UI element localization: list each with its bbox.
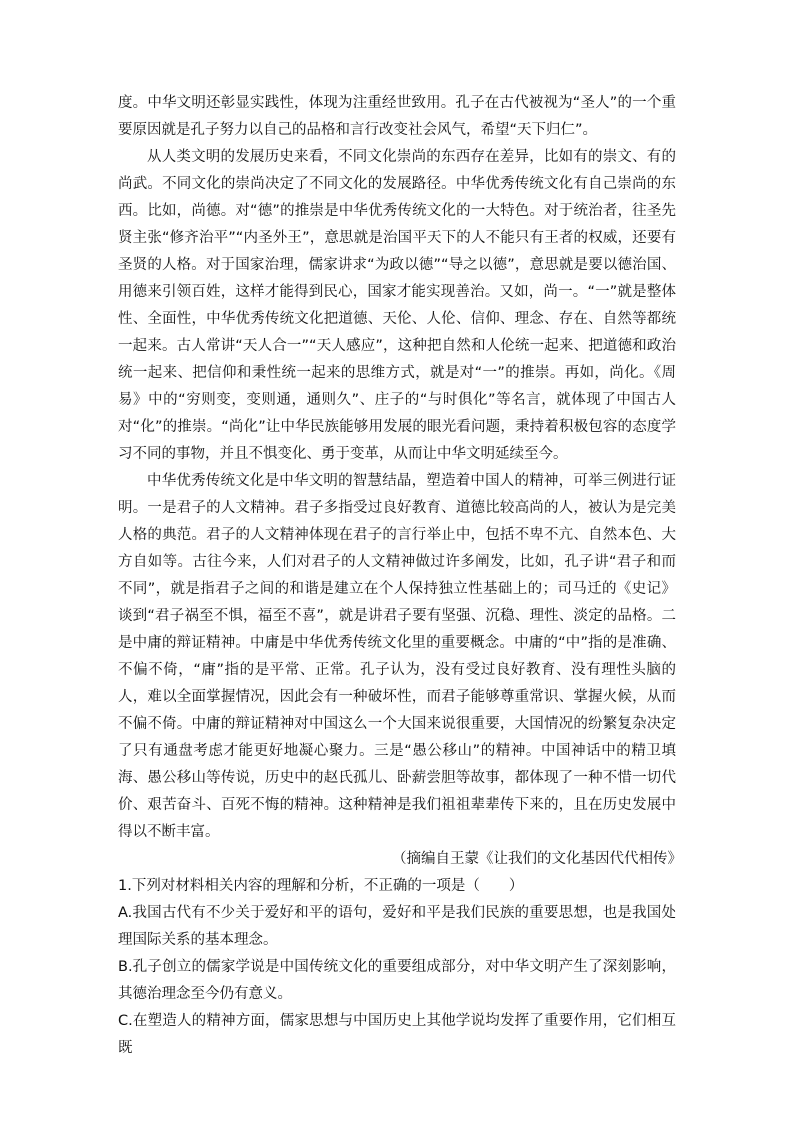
source-citation: （摘编自王蒙《让我们的文化基因代代相传》 xyxy=(392,851,682,867)
document-page xyxy=(118,90,682,1062)
paragraph-continuation: 度。中华文明还彰显实践性，体现为注重经世致用。孔子在古代被视为“圣人”的一个重要原因就是孔子努力以自己的品格和言行改变社会风气，希望“天下归仁”。 xyxy=(118,95,676,138)
option-c: C.在塑造人的精神方面，儒家思想与中国历史上其他学说均发挥了重要作用，它们相互既 xyxy=(118,1013,676,1056)
paragraph-spirit-examples: 中华优秀传统文化是中华文明的智慧结晶，塑造着中国人的精神，可举三例进行证明。一是君子的人文精神。君子多指受过良好教育、道德比较高尚的人，被认为是完美人格的典范。君子的人文精神体现在君子的言行举止中，包括不卑不亢、自然本色、大方自如等。古往今来，人们对君子的人文精神做过许多阐发，比如，孔子讲“君子和而不同”，就是指君子之间的和谐是建立在个人保持独立性基础上的；司马迁的《史记》谈到“君子祸至不惧，福至不喜”，就是讲君子要有坚强、沉稳、理性、淡定的品格。二是中庸的辩证精神。中庸是中华优秀传统文化里的重要概念。中庸的“中”指的是准确、不偏不倚，“庸”指的是平常、正常。孔子认为，没有受过良好教育、没有理性头脑的人，难以全面掌握情况，因此会有一种破坏性，而君子能够尊重常识、掌握火候，从而不偏不倚。中庸的辩证精神对中国这么一个大国来说很重要，大国情况的纷繁复杂决定了只有通盘考虑才能更好地凝心聚力。三是“愚公移山”的精神。中国神话中的精卫填海、愚公移山等传说，历史中的赵氏孤儿、卧薪尝胆等故事，都体现了一种不惜一切代价、艰苦奋斗、百死不悔的精神。这种精神是我们祖祖辈辈传下来的，且在历史发展中得以不断丰富。 xyxy=(118,473,676,840)
question-block xyxy=(118,873,676,1062)
option-b: B.孔子创立的儒家学说是中国传统文化的重要组成部分，对中华文明产生了深刻影响，其德治理念至今仍有意义。 xyxy=(118,959,676,1002)
paragraph-cultural-values: 从人类文明的发展历史来看，不同文化崇尚的东西存在差异，比如有的崇文、有的尚武。不同文化的崇尚决定了不同文化的发展路径。中华优秀传统文化有自己崇尚的东西。比如，尚德。对“德”的推崇是中华优秀传统文化的一大特色。对于统治者，往圣先贤主张“修齐治平”“内圣外王”，意思就是治国平天下的人不能只有王者的权威，还要有圣贤的人格。对于国家治理，儒家讲求“为政以德”“导之以德”，意思就是要以德治国、用德来引领百姓，这样才能得到民心，国家才能实现善治。又如，尚一。“一”就是整体性、全面性，中华优秀传统文化把道德、天伦、人伦、信仰、理念、存在、自然等都统一起来。古人常讲“天人合一”“天人感应”，这种把自然和人伦统一起来、把道德和政治统一起来、把信仰和秉性统一起来的思维方式，就是对“一”的推崇。再如，尚化。《周易》中的“穷则变，变则通，通则久”、庄子的“与时俱化”等名言，就体现了中国古人对“化”的推崇。“尚化”让中华民族能够用发展的眼光看问题，秉持着积极包容的态度学习不同的事物，并且不惧变化、勇于变革，从而让中华文明延续至今。 xyxy=(118,149,676,462)
question-stem: 1.下列对材料相关内容的理解和分析，不正确的一项是（ ） xyxy=(118,878,524,894)
option-a: A.我国古代有不少关于爱好和平的语句，爱好和平是我们民族的重要思想，也是我国处理国际关系的基本理念。 xyxy=(118,905,676,948)
